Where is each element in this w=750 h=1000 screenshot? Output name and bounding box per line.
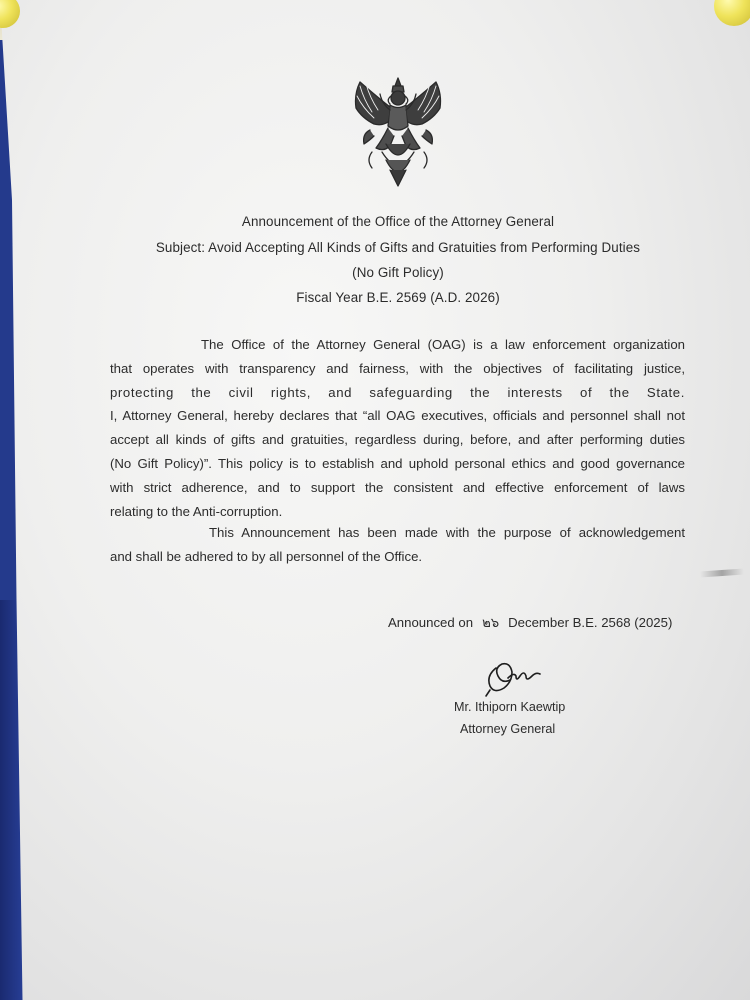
paragraph-line: and shall be adhered to by all personnel of the Office.	[110, 548, 423, 564]
paragraph-line: The Office of the Attorney General (OAG) is a law enforcement organization	[201, 337, 685, 352]
paragraph-line: I, Attorney General, hereby declares that “all OAG executives, officials and personnel shall not	[110, 408, 685, 424]
paragraph-line: (No Gift Policy)”. This policy is to establish and uphold personal ethics and good governance	[110, 455, 685, 471]
paragraph-line: relating to the Anti-corruption.	[110, 503, 283, 519]
announcement-title: Announcement of the Office of the Attorney General	[241, 214, 555, 229]
date-day: ๒๖	[482, 615, 500, 630]
paragraph-line: accept all kinds of gifts and gratuities, regardless during, before, and after performing duties	[110, 432, 685, 448]
announcement-date	[388, 612, 672, 633]
date-suffix: December B.E. 2568 (2025)	[508, 615, 673, 630]
acknowledgement-paragraph	[110, 521, 685, 569]
paragraph-line: protecting the civil rights, and safeguarding the interests of the State.	[110, 384, 685, 400]
signatory-name: Mr. Ithiporn Kaewtip	[454, 700, 566, 714]
date-prefix: Announced on	[388, 615, 474, 630]
paragraph-line: This Announcement has been made with the purpose of acknowledgement	[209, 525, 685, 540]
fiscal-year: Fiscal Year B.E. 2569 (A.D. 2026)	[296, 290, 500, 305]
paragraph-line: with strict adherence, and to support the consistent and effective enforcement of laws	[110, 479, 685, 495]
policy-name: (No Gift Policy)	[352, 265, 444, 280]
garuda-emblem-icon	[346, 74, 450, 190]
paragraph-line: that operates with transparency and fairness, with the objectives of facilitating justice,	[110, 360, 685, 376]
announcement-subject: Subject: Avoid Accepting All Kinds of Gifts and Gratuities from Performing Duties	[155, 240, 641, 255]
signatory-title: Attorney General	[460, 722, 556, 736]
handwritten-signature	[482, 654, 552, 698]
policy-paragraph	[110, 333, 685, 523]
